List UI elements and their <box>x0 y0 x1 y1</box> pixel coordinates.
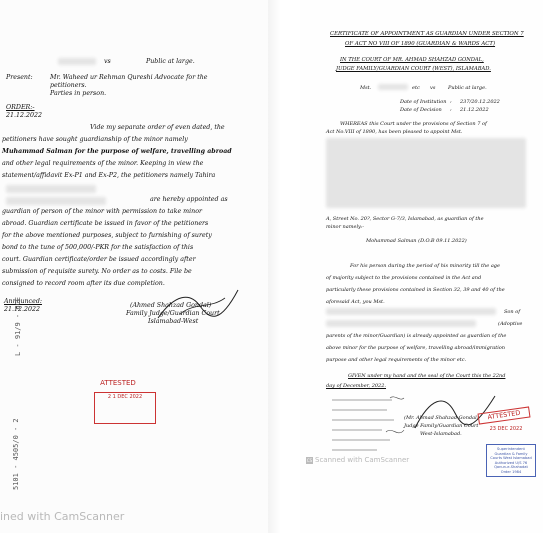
period-line: For his person during the period of his minority till the age <box>350 263 500 269</box>
address-line: minor namely:- <box>326 224 365 230</box>
right-document-page <box>300 0 543 533</box>
whereas-line: Act No.VIII of 1890, has been pleased to appoint Mst. <box>326 129 463 135</box>
decision-label: Date of Decision <box>400 107 442 113</box>
stamp-date: 2 1 DEC 2022 <box>107 394 143 400</box>
redacted-block <box>326 138 526 208</box>
redacted-name <box>326 320 476 327</box>
present-label: Present: <box>6 74 33 81</box>
decision-value: 21.12.2022 <box>460 107 489 113</box>
given-line: day of December, 2022. <box>326 383 387 389</box>
certificate-title: OF ACT NO VIII OF 1890 (GUARDIAN & WARDS ACT) <box>345 41 496 47</box>
court-line: JUDGE FAMILY/GUARDIAN COURT (WEST), ISLAMABAD. <box>336 66 491 72</box>
case-respondent: Public at large. <box>448 85 487 91</box>
present-line-1: Mr. Waheed ur Rehman Qureshi Advocate for the <box>50 74 208 81</box>
body-line: petitioners have sought guardianship of the minor namely <box>2 136 188 143</box>
period-son-of: Son of <box>504 309 521 315</box>
body-line: are hereby appointed as <box>150 196 228 203</box>
page-gutter <box>268 0 300 533</box>
camscanner-logo-icon: CS <box>306 457 313 463</box>
case-vs: vs <box>430 85 436 91</box>
court-line: IN THE COURT OF MR. AHMAD SHAHZAD GONDAL, <box>340 57 484 63</box>
body-line: bond to the tune of 500,000/-PKR for the satisfaction of this <box>2 244 194 251</box>
superintendent-stamp: Superintendent Guardian & Family Courts West Islamabad Authorized U/S 76 Qanun-e-Shahadat Order 1984 <box>486 444 536 477</box>
announced-label: Announced: <box>4 298 42 305</box>
period-line: purpose and other legal requirements of the minor etc. <box>326 357 467 363</box>
address-line: A, Street No. 20?, Sector G-7/3, Islamabad, as guardian of the <box>326 216 484 222</box>
period-adoptive: (Adoptive <box>498 321 523 327</box>
header-respondent: Public at large. <box>146 58 195 65</box>
body-line: Vide my separate order of even dated, the <box>90 124 225 131</box>
period-line: parents of the minor/Guardian) is already appointed as guardian of the <box>326 333 507 339</box>
signature-name: (Ahmed Shahzad Gondal) <box>130 302 212 309</box>
present-line-2: petitioners. <box>50 82 87 89</box>
signature-title: Judge Family/Guardian Court <box>404 423 479 429</box>
announced-date: 21.12.2022 <box>4 306 41 313</box>
signature-place: Islamabad-West <box>148 318 199 325</box>
signature-place: West-Islamabad. <box>420 431 462 437</box>
margin-number: L - 91/9 - 6CE <box>14 296 22 356</box>
period-line: of majority subject to the provisions contained in the Act and <box>326 275 482 281</box>
attested-date: 23 DEC 2022 <box>489 426 523 432</box>
case-etc: etc <box>412 85 420 91</box>
body-line: abroad. Guardian certificate be issued in favor of the petitioners <box>2 220 209 227</box>
body-line: court. Guardian certificate/order be issued accordingly after <box>2 256 196 263</box>
institution-value: 237/20.12.2022 <box>460 99 500 105</box>
period-line: above minor for the purpose of welfare, travelling abroad/immigration <box>326 345 506 351</box>
institution-label: Date of Institution <box>400 99 447 105</box>
redacted-names <box>6 185 96 193</box>
redacted-name <box>326 308 496 315</box>
signature-name: (Mr. Ahmad Shahzad Gondal) <box>404 415 479 421</box>
order-date: 21.12.2022 <box>6 112 43 119</box>
colon: : <box>450 107 452 113</box>
body-line: consigned to record room after its due completion. <box>2 280 165 287</box>
signature-title: Family Judge/Guardian Court <box>126 310 220 317</box>
colon: : <box>450 99 452 105</box>
redacted-names <box>6 197 106 205</box>
left-document-page <box>0 0 268 533</box>
present-line-3: Parties in person. <box>50 90 107 97</box>
body-line: for the above mentioned purposes, subject to furnishing of surety <box>2 232 212 239</box>
case-prefix: Mst. <box>360 85 372 91</box>
attested-stamp: ATTESTED <box>477 406 530 424</box>
watermark-text: Scanned with CamScanner <box>315 456 410 464</box>
certificate-title: CERTIFICATE OF APPOINTMENT AS GUARDIAN UNDER SECTION 7 <box>330 31 524 37</box>
date-stamp <box>94 392 156 424</box>
header-versus: vs <box>104 58 111 65</box>
redacted-name <box>58 58 96 65</box>
order-label: ORDER:- <box>6 104 35 111</box>
body-line: statement/affidavit Ex-P1 and Ex-P2, the petitioners namely Tahira <box>2 172 216 179</box>
attested-stamp: ATTESTED <box>100 379 136 387</box>
given-line: GIVEN under my hand and the seal of the Court this the 22nd <box>348 373 506 379</box>
body-line: Muhammad Salman for the purpose of welfare, travelling abroad <box>2 148 232 155</box>
camscanner-watermark: ined with CamScanner <box>0 510 125 523</box>
period-line: particularly these provisions contained in Section 32, 39 and 40 of the <box>326 287 505 293</box>
margin-number: 5101 - 4505/0 - 2 <box>12 418 20 490</box>
period-line: aforesaid Act, you Mst. <box>326 299 385 305</box>
redacted-name <box>378 84 408 90</box>
body-line: guardian of person of the minor with permission to take minor <box>2 208 203 215</box>
body-line: submission of requisite surety. No order as to costs. File be <box>2 268 192 275</box>
body-line: and other legal requirements of the minor. Keeping in view the <box>2 160 204 167</box>
minor-name: Mohammad Salman (D.O.B 09.11.2022) <box>366 238 467 244</box>
whereas-line: WHEREAS this Court under the provisions of Section 7 of <box>340 121 487 127</box>
camscanner-watermark <box>306 456 409 464</box>
